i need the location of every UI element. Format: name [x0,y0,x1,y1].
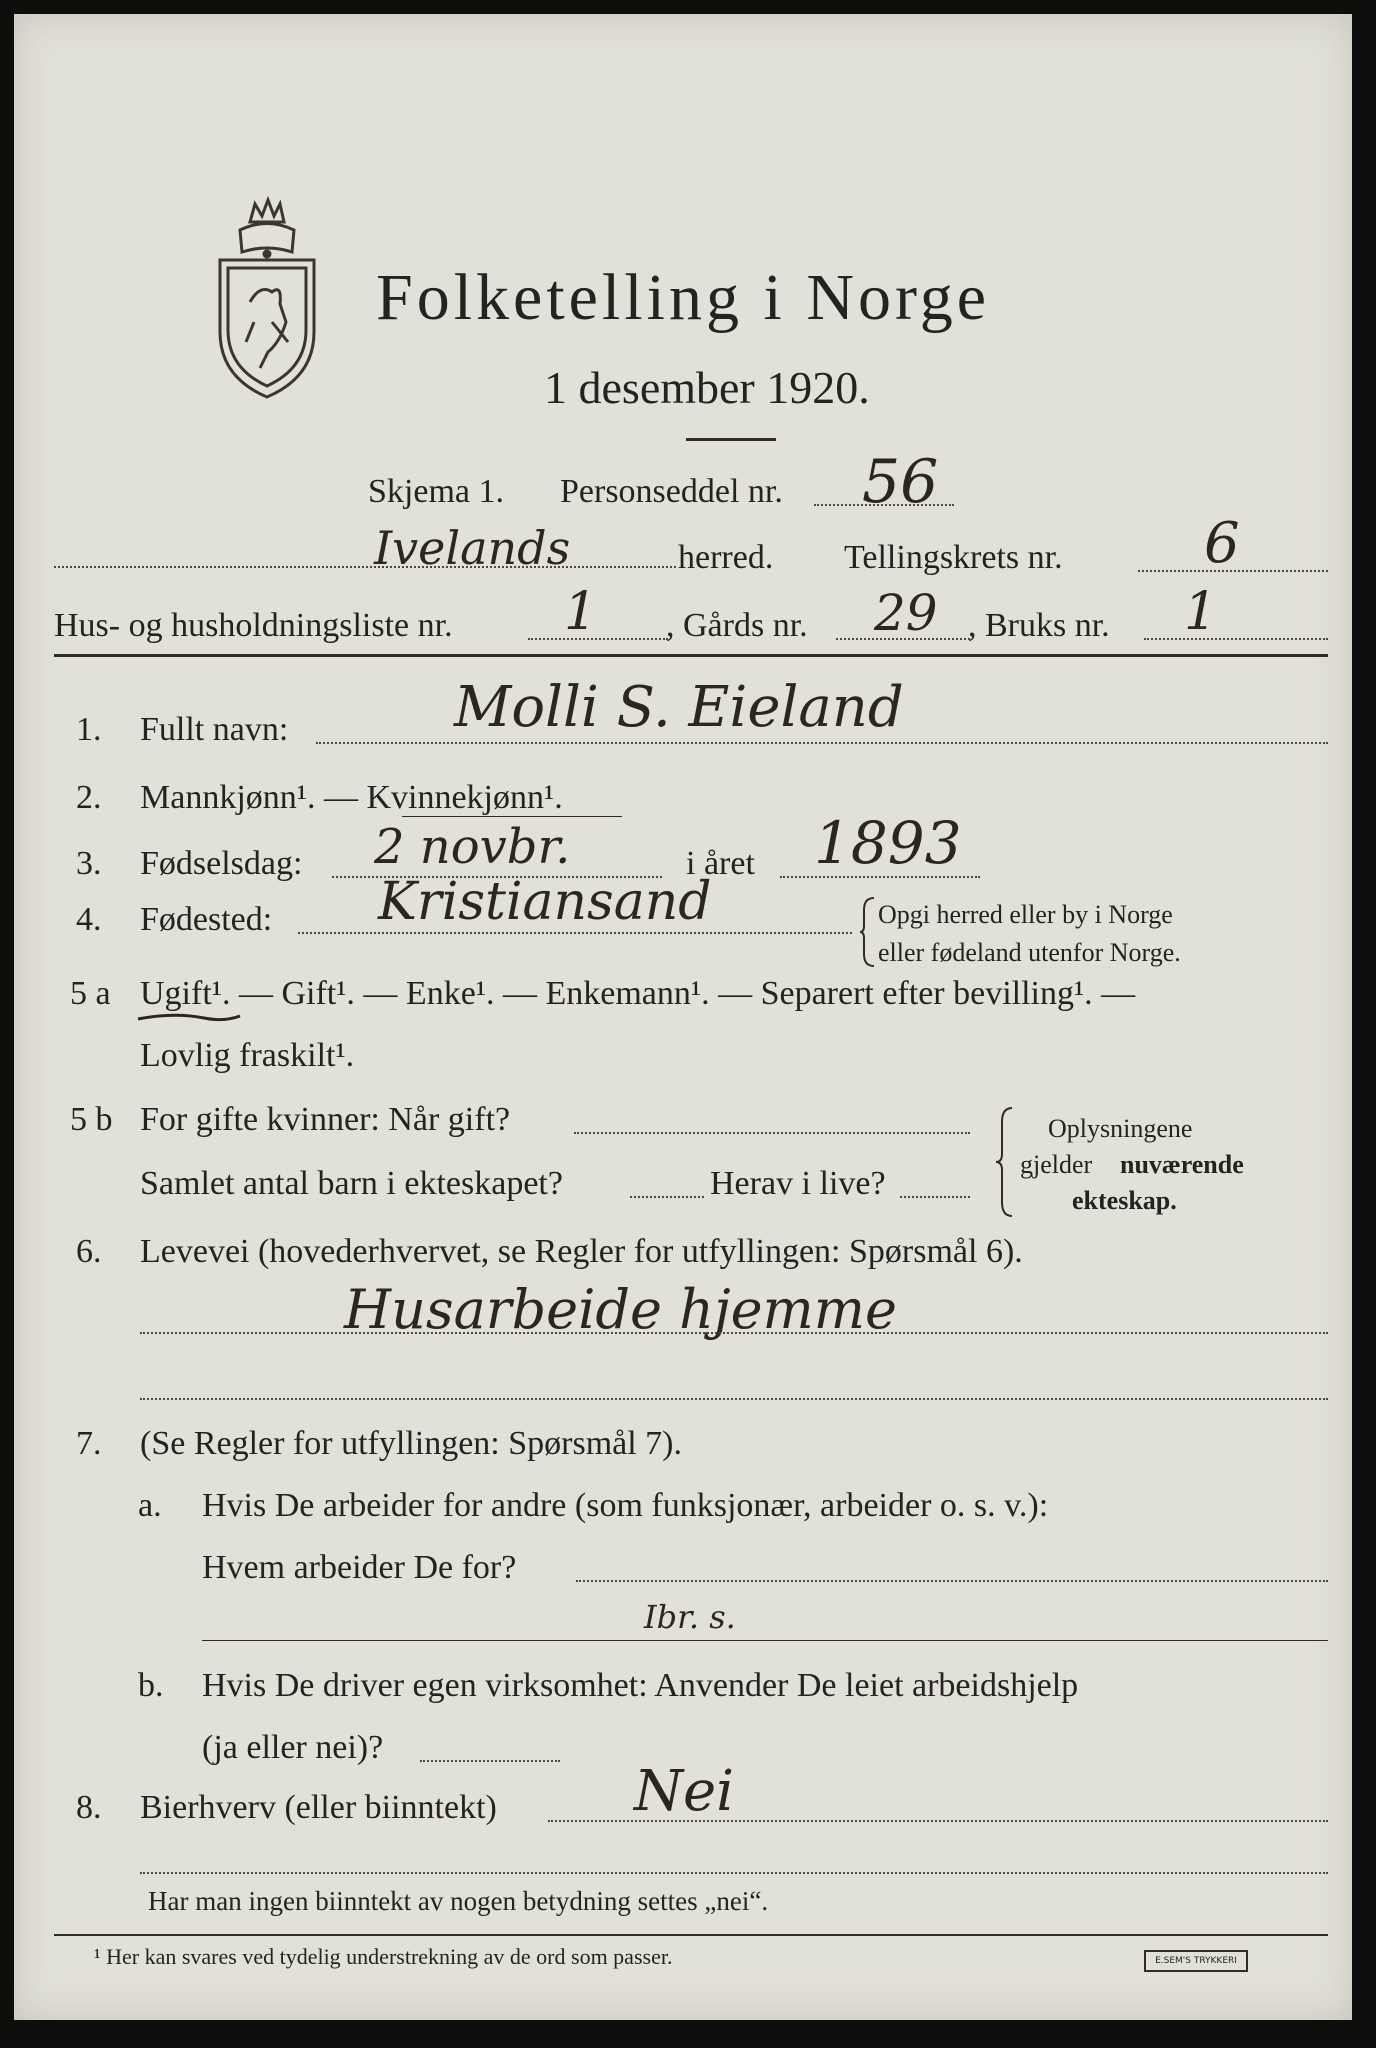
q4-number: 4. [76,901,102,938]
q1-line [316,742,1328,744]
q4-value[interactable]: Kristiansand [378,872,712,932]
hus-value[interactable]: 1 [564,582,598,642]
q2-kvinnekjonn-underline [402,816,622,817]
q5b-barn-line [630,1196,704,1198]
q7b-line1: Hvis De driver egen virksomhet: Anvender De leiet arbeidshjelp [202,1667,1079,1704]
header-rule [54,654,1328,657]
ugift-underline-mark [134,1010,244,1024]
q5b-brace [994,1106,1016,1218]
q5b-note-line3: ekteskap. [1072,1186,1177,1215]
q5b-live-line [900,1196,970,1198]
q7b-line2: (ja eller nei)? [202,1729,384,1766]
q5a-line2: Lovlig fraskilt¹. [140,1037,355,1074]
tellingskrets-label: Tellingskrets nr. [844,539,1063,576]
q5b-note-line2a: gjelder [1020,1150,1093,1179]
personseddel-value[interactable]: 56 [862,447,939,517]
q6-value[interactable]: Husarbeide hjemme [344,1278,897,1341]
q7b-letter: b. [138,1667,164,1704]
gards-label: , Gårds nr. [666,607,808,644]
q7a-line [576,1580,1328,1582]
census-date: 1 desember 1920. [544,362,870,413]
bruks-line [1144,638,1328,640]
q7a-value[interactable]: Ibr. s. [644,1598,736,1636]
q3-value[interactable]: 2 novbr. [374,819,571,875]
census-form [14,14,1352,2020]
tellingskrets-value[interactable]: 6 [1204,511,1240,576]
q6-line1 [140,1332,1328,1334]
printer-stamp: E.SEM'S TRYKKERI [1144,1950,1248,1972]
q2-label: Mannkjønn¹. — Kvinnekjønn¹. [140,779,563,816]
q8-value[interactable]: Nei [634,1759,735,1824]
q5b-note-line2b: nuværende [1120,1150,1244,1179]
q4-note-line2: eller fødeland utenfor Norge. [878,938,1181,967]
q5b-gift-line [574,1132,970,1134]
q1-number: 1. [76,711,102,748]
q5a-line1: Ugift¹. — Gift¹. — Enke¹. — Enkemann¹. — Separert efter bevilling¹. — [140,975,1136,1012]
q8-label: Bierhverv (eller biinntekt) [140,1789,497,1826]
q4-line [298,932,852,934]
q6-number: 6. [76,1233,102,1270]
q3-number: 3. [76,845,102,882]
q3-year-value[interactable]: 1893 [814,809,962,877]
q7-number: 7. [76,1425,102,1462]
herred-line [54,566,676,568]
q4-note-line1: Opgi herred eller by i Norge [878,900,1173,929]
title-divider [686,438,776,441]
q7a-line2: Hvem arbeider De for? [202,1549,517,1586]
q8-number: 8. [76,1789,102,1826]
q5b-line2a: Samlet antal barn i ekteskapet? [140,1165,563,1202]
personseddel-label: Personseddel nr. [560,473,783,510]
q3-label: Fødselsdag: [140,845,303,882]
q5a-number: 5 a [70,975,111,1012]
q7b-line [420,1760,560,1762]
q7a-line1: Hvis De arbeider for andre (som funksjonær, arbeider o. s. v.): [202,1487,1049,1524]
bruks-value[interactable]: 1 [1184,582,1218,642]
q4-label: Fødested: [140,901,273,938]
q7a-letter: a. [138,1487,162,1524]
coat-of-arms-icon [210,192,320,402]
q6-line2 [140,1398,1328,1400]
q4-brace [858,896,878,968]
q1-label: Fullt navn: [140,711,289,748]
skjema-label: Skjema 1. [368,473,504,510]
q5b-note-line1: Oplysningene [1048,1114,1193,1143]
q5b-line1: For gifte kvinner: Når gift? [140,1101,511,1138]
q2-number: 2. [76,779,102,816]
form-title: Folketelling i Norge [376,261,991,334]
bruks-label: , Bruks nr. [968,607,1110,644]
q7-label: (Se Regler for utfyllingen: Spørsmål 7). [140,1425,683,1462]
gards-value[interactable]: 29 [874,584,938,642]
herred-value[interactable]: Ivelands [374,521,571,575]
q3-year-label: i året [686,845,755,882]
q5b-line2b: Herav i live? [710,1165,886,1202]
footnote-rule [54,1934,1328,1936]
herred-label: herred. [678,539,774,576]
q8-note: Har man ingen biinntekt av nogen betydning settes „nei“. [148,1886,769,1916]
q5b-number: 5 b [70,1101,113,1138]
q1-value[interactable]: Molli S. Eieland [454,675,904,740]
q6-label: Levevei (hovederhvervet, se Regler for utfyllingen: Spørsmål 6). [140,1233,1023,1270]
q7a-line-extra [202,1640,1328,1641]
q8-line2 [140,1872,1328,1874]
hus-label: Hus- og husholdningsliste nr. [54,607,453,644]
footnote: ¹ Her kan svares ved tydelig understrekning av de ord som passer. [94,1944,673,1969]
hus-line [528,638,668,640]
